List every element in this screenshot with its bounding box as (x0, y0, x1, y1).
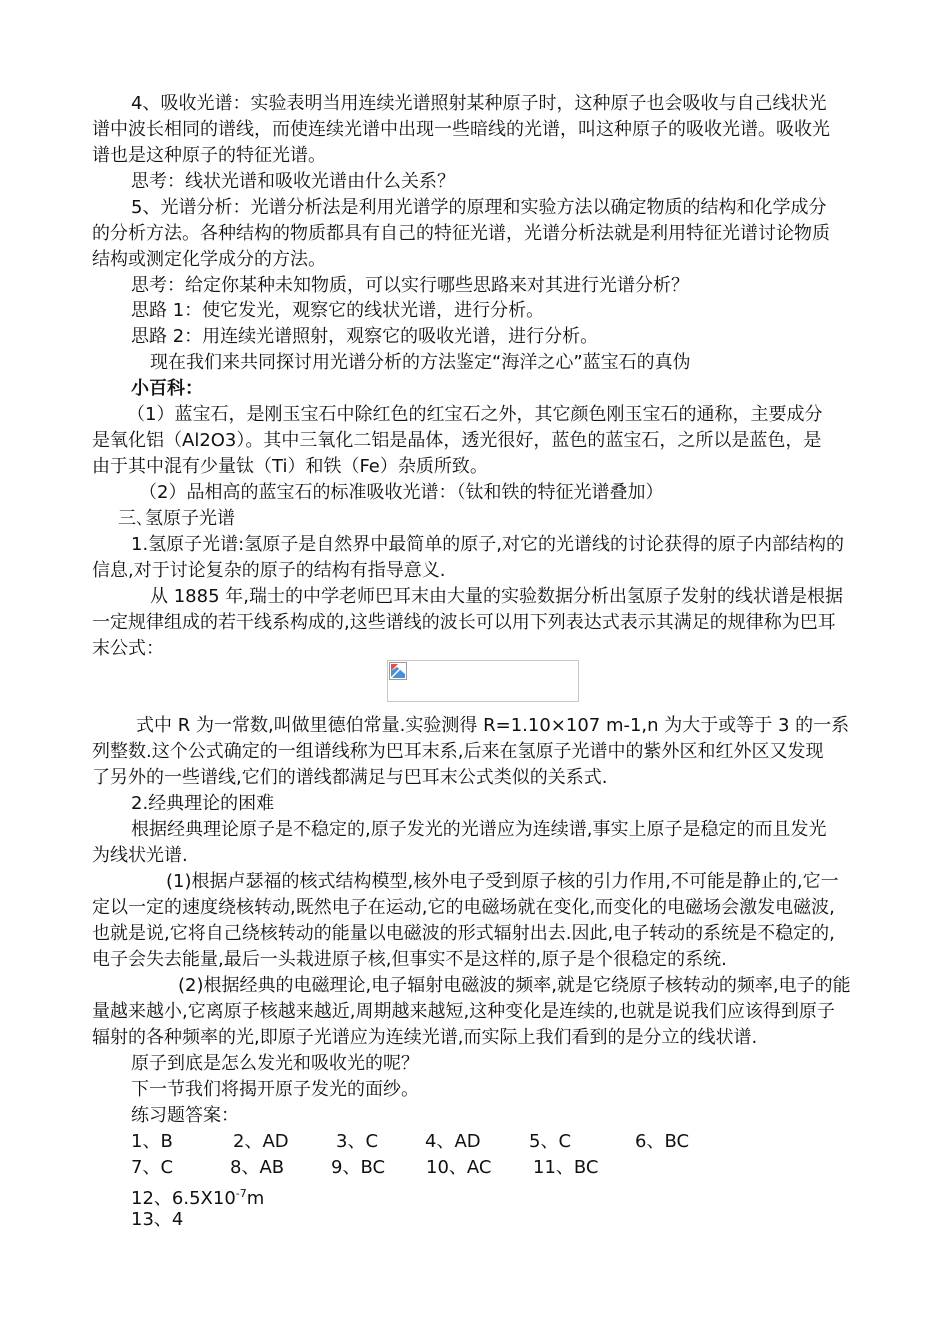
answer-item: 6、BC (635, 1131, 690, 1152)
paragraph-line: 定以一定的速度绕核转动,既然电子在运动,它的电磁场就在变化,而变化的电磁场会激发电磁波, (92, 897, 835, 918)
answer-item: 2、AD (233, 1131, 289, 1152)
paragraph-line: 思路 1：使它发光，观察它的线状光谱，进行分析。 (131, 300, 545, 321)
broken-image-icon (389, 662, 407, 680)
paragraph-line: 思考：给定你某种未知物质，可以实行哪些思路来对其进行光谱分析？ (131, 275, 689, 296)
answer-item: 4、AD (425, 1131, 481, 1152)
answer-item: 8、AB (230, 1157, 285, 1178)
paragraph-line: 4、吸收光谱：实验表明当用连续光谱照射某种原子时，这种原子也会吸收与自己线状光 (131, 93, 827, 114)
paragraph-line: 也就是说,它将自己绕核转动的能量以电磁波的形式辐射出去.因此,电子转动的系统是不稳定的, (92, 923, 835, 944)
answer-item: 7、C (131, 1157, 174, 1178)
paragraph-line: 下一节我们将揭开原子发光的面纱。 (131, 1079, 419, 1100)
section-heading: 三､氢原子光谱 (118, 508, 235, 529)
answer-item: 9、BC (331, 1157, 386, 1178)
paragraph-line: 末公式： (92, 638, 164, 659)
paragraph-line: 是氧化铝（Al2O3）。其中三氧化二铝是晶体，透光很好，蓝色的蓝宝石，之所以是蓝色，是 (92, 430, 822, 451)
paragraph-line: 谱中波长相同的谱线，而使连续光谱中出现一些暗线的光谱，叫这种原子的吸收光谱。吸收光 (92, 119, 830, 140)
answer-12-unit: m (246, 1188, 265, 1209)
paragraph-line: 了另外的一些谱线,它们的谱线都满足与巴耳末公式类似的关系式. (92, 767, 608, 788)
paragraph-line: 辐射的各种频率的光,即原子光谱应为连续光谱,而实际上我们看到的是分立的线状谱. (92, 1027, 758, 1048)
answer-item: 13、4 (131, 1209, 184, 1230)
paragraph-line: 为线状光谱. (92, 845, 188, 866)
paragraph-line: 思路 2：用连续光谱照射，观察它的吸收光谱，进行分析。 (131, 326, 599, 347)
paragraph-line: 从 1885 年,瑞士的中学老师巴耳末由大量的实验数据分析出氢原子发射的线状谱是根据 (150, 586, 843, 607)
paragraph-line: 信息,对于讨论复杂的原子的结构有指导意义. (92, 560, 446, 581)
section-heading: 小百科： (131, 378, 203, 399)
answer-12-base: 12、6.5X10 (131, 1188, 236, 1209)
paragraph-line: 1.氢原子光谱:氢原子是自然界中最简单的原子,对它的光谱线的讨论获得的原子内部结构的 (131, 534, 844, 555)
answer-12-exponent: -7 (235, 1187, 247, 1200)
paragraph-line: 5、光谱分析：光谱分析法是利用光谱学的原理和实验方法以确定物质的结构和化学成分 (131, 197, 827, 218)
paragraph-line: 根据经典理论原子是不稳定的,原子发光的光谱应为连续谱,事实上原子是稳定的而且发光 (131, 819, 827, 840)
paragraph-line: 式中 R 为一常数,叫做里德伯常量.实验测得 R=1.10×107 m-1,n 为大于或等于 3 的一系 (136, 715, 850, 736)
section-heading: 2.经典理论的困难 (131, 793, 275, 814)
paragraph-line: （1）蓝宝石，是刚玉宝石中除红色的红宝石之外，其它颜色刚玉宝石的通称，主要成分 (127, 404, 823, 425)
paragraph-line: 列整数.这个公式确定的一组谱线称为巴耳末系,后来在氢原子光谱中的紫外区和红外区又发现 (92, 741, 824, 762)
paragraph-line: 原子到底是怎么发光和吸收光的呢？ (131, 1053, 419, 1074)
answer-item: 3、C (336, 1131, 379, 1152)
paragraph-line: 量越来越小,它离原子核越来越近,周期越来越短,这种变化是连续的,也就是说我们应该得到原子 (92, 1001, 835, 1022)
answer-item: 11、BC (533, 1157, 599, 1178)
paragraph-line: 结构或测定化学成分的方法。 (92, 249, 326, 270)
paragraph-line: 谱也是这种原子的特征光谱。 (92, 145, 326, 166)
paragraph-line: (2)根据经典的电磁理论,电子辐射电磁波的频率,就是它绕原子核转动的频率,电子的能 (178, 975, 851, 996)
section-heading: 练习题答案： (131, 1105, 239, 1126)
formula-image-placeholder (387, 660, 579, 702)
paragraph-line: 思考：线状光谱和吸收光谱由什么关系？ (131, 171, 455, 192)
paragraph-line: （2）品相高的蓝宝石的标准吸收光谱：（钛和铁的特征光谱叠加） (139, 482, 664, 503)
paragraph-line: 的分析方法。各种结构的物质都具有自己的特征光谱，光谱分析法就是利用特征光谱讨论物质 (92, 223, 830, 244)
answer-item: 5、C (529, 1131, 572, 1152)
answer-item: 10、AC (426, 1157, 492, 1178)
paragraph-line: 一定规律组成的若干线系构成的,这些谱线的波长可以用下列表达式表示其满足的规律称为巴耳 (92, 612, 836, 633)
paragraph-line: 由于其中混有少量钛（Ti）和铁（Fe）杂质所致。 (92, 456, 488, 477)
answer-item: 1、B (131, 1131, 173, 1152)
paragraph-line: 现在我们来共同探讨用光谱分析的方法鉴定“海洋之心”蓝宝石的真伪 (150, 352, 691, 373)
paragraph-line: 电子会失去能量,最后一头栽进原子核,但事实不是这样的,原子是个很稳定的系统. (92, 949, 727, 970)
paragraph-line: (1)根据卢瑟福的核式结构模型,核外电子受到原子核的引力作用,不可能是静止的,它一 (166, 871, 839, 892)
